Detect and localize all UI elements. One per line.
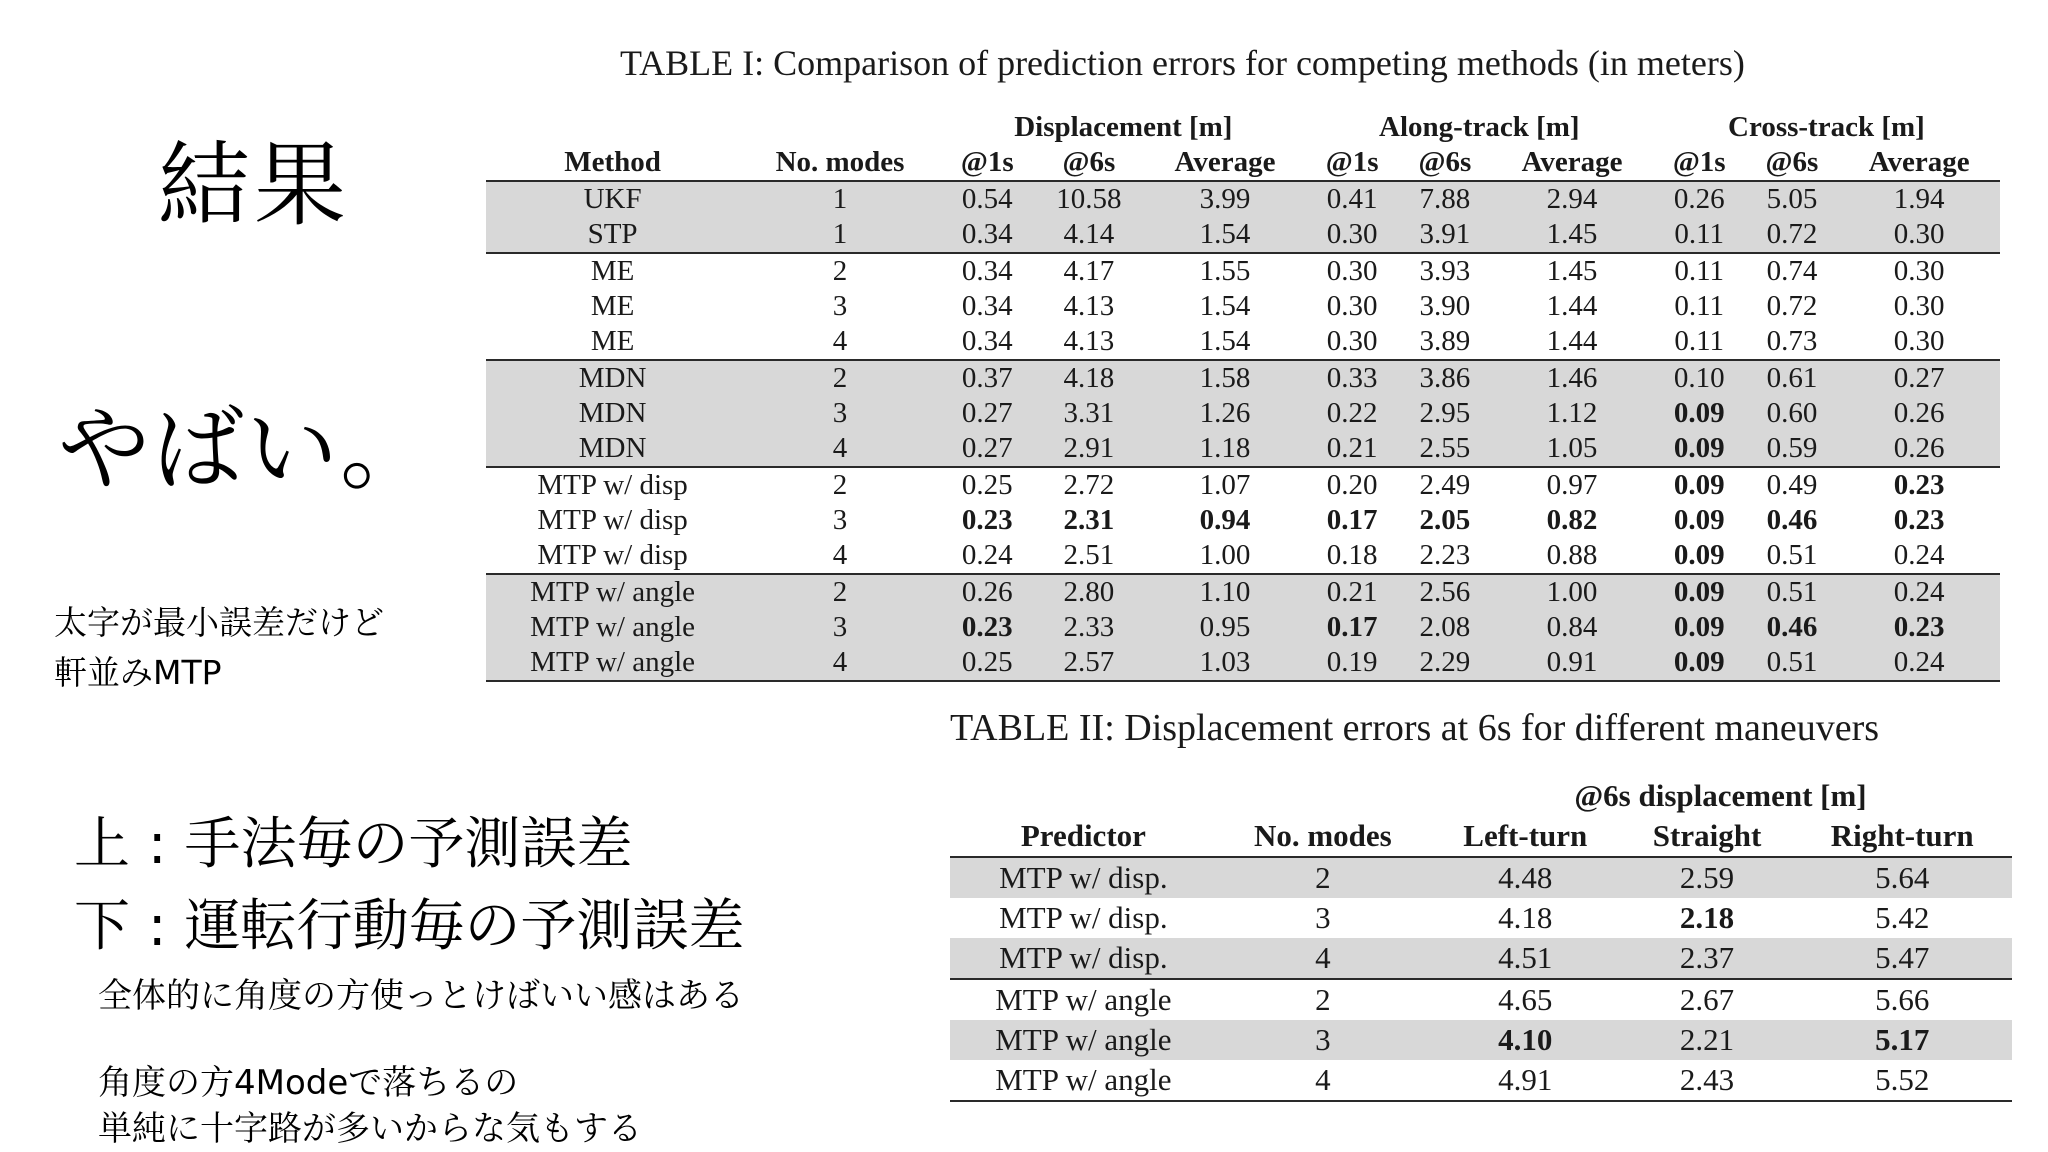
comment-4mode — [98, 1060, 642, 1152]
table1-cell: 1.54 — [1144, 217, 1306, 253]
table1-cell: 0.26 — [1838, 396, 2000, 431]
comment-4mode-line-2: 単純に十字路が多いからな気もする — [98, 1109, 642, 1149]
table1-cell: ME — [590, 325, 635, 357]
exclaim-text: やばい。 — [58, 396, 435, 503]
table1-cell: 1.46 — [1491, 360, 1653, 396]
table1-cell: 1.55 — [1144, 253, 1306, 289]
comment-angle: 全体的に角度の方使っとけばいい感はある — [98, 976, 744, 1016]
table1-cell: MTP w/ disp — [537, 539, 688, 571]
table1-cell: 0.10 — [1653, 360, 1746, 396]
table1-column-header: No. modes — [739, 145, 941, 181]
table1-cell: 0.22 — [1306, 396, 1399, 431]
table1-cell: MTP w/ disp — [486, 467, 739, 503]
table1-cell: 3.86 — [1399, 360, 1492, 396]
table2-cell: 4.18 — [1498, 900, 1553, 935]
table1-cell: MDN — [486, 360, 739, 396]
table2-cell: 5.66 — [1792, 979, 2012, 1020]
table2-cell: MTP w/ disp. — [950, 857, 1217, 898]
table2-cell: 4.48 — [1429, 857, 1622, 898]
table1-cell: 1 — [739, 181, 941, 217]
table2-group-spacer — [1217, 776, 1429, 816]
table1-cell: 2 — [739, 360, 941, 396]
table1-cell: 2 — [739, 253, 941, 289]
table1-cell: 0.30 — [1326, 290, 1378, 322]
table1-cell: 1.45 — [1491, 253, 1653, 289]
table1-cell: 0.95 — [1144, 610, 1306, 645]
table1-cell: 0.23 — [1838, 610, 2000, 645]
table1-cell: 2.94 — [1491, 181, 1653, 217]
table1-row — [486, 217, 2000, 253]
table1-cell: 0.30 — [1893, 290, 1945, 322]
table2-cell: 4 — [1217, 938, 1429, 979]
table2-cell: MTP w/ disp. — [950, 938, 1217, 979]
table1-row — [486, 503, 2000, 538]
bold-note-line-2: 軒並みMTP — [54, 653, 222, 692]
table2-row — [950, 938, 2012, 979]
table1-cell: 0.09 — [1653, 574, 1746, 610]
table1-cell: 1.54 — [1199, 290, 1251, 322]
table1-cell: 0.17 — [1306, 610, 1399, 645]
table1-cell: 0.74 — [1746, 253, 1839, 289]
table1-cell: 1.10 — [1144, 574, 1306, 610]
table2-cell: 3 — [1217, 1020, 1429, 1060]
table1-group-spacer — [486, 110, 739, 145]
table1-cell: 1.18 — [1144, 431, 1306, 467]
table1-cell: 4 — [739, 645, 941, 681]
table2-column-header: Predictor — [950, 816, 1217, 857]
table1-cell: 0.23 — [1838, 467, 2000, 503]
table1-cell: 0.27 — [1838, 360, 2000, 396]
table1 — [486, 110, 2000, 682]
table1-cell: 0.09 — [1653, 396, 1746, 431]
table2-cell: 2.21 — [1622, 1020, 1793, 1060]
table1-cell: 1.44 — [1546, 290, 1598, 322]
table2-group-spacer — [950, 776, 1217, 816]
table2-cell: 5.52 — [1792, 1060, 2012, 1101]
table1-cell: 2.51 — [1063, 539, 1115, 571]
table1-cell: 2.91 — [1034, 431, 1145, 467]
table1-cell: 2.08 — [1399, 610, 1492, 645]
table1-cell: 1.00 — [1491, 574, 1653, 610]
table1-caption: TABLE I: Comparison of prediction errors for competing methods (in meters) — [620, 43, 1745, 83]
table2-column-header: Straight — [1622, 816, 1793, 857]
table1-cell: 0.09 — [1653, 610, 1746, 645]
table1-cell: 0.72 — [1746, 217, 1839, 253]
table1-cell: 1.54 — [1199, 325, 1251, 357]
table1-cell: 5.05 — [1746, 181, 1839, 217]
table1-cell: 0.61 — [1746, 360, 1839, 396]
table1-column-header: @6s — [1746, 145, 1839, 181]
table1-column-header: Method — [486, 145, 739, 181]
table1-cell: 0.11 — [1653, 217, 1746, 253]
table1-cell: 0.20 — [1306, 467, 1399, 503]
table2-cell: MTP w/ angle — [950, 1060, 1217, 1101]
table2-body — [950, 857, 2012, 1101]
table2-cell: 2.59 — [1622, 857, 1793, 898]
table1-body — [486, 181, 2000, 681]
table1-cell: 0.82 — [1546, 504, 1598, 536]
table1-cell: 3 — [739, 610, 941, 645]
table1-cell: 0.30 — [1326, 325, 1378, 357]
table2-group-header: @6s displacement [m] — [1574, 778, 1867, 813]
table1-cell: 0.11 — [1674, 325, 1725, 357]
table1-cell: 2.72 — [1034, 467, 1145, 503]
table2-column-header: Right-turn — [1792, 816, 2012, 857]
table1-cell: 2.57 — [1034, 645, 1145, 681]
table1-cell: MDN — [486, 396, 739, 431]
table1-cell: 2 — [739, 574, 941, 610]
table2-group-header-row — [950, 776, 2012, 816]
table2-cell: 2.18 — [1679, 900, 1735, 935]
table1-cell: 4.14 — [1034, 217, 1145, 253]
table1-cell: 0.30 — [1306, 253, 1399, 289]
table1-cell: 3.89 — [1419, 325, 1471, 357]
table1-row — [486, 181, 2000, 217]
table1-cell: 0.84 — [1491, 610, 1653, 645]
table1-cell: 0.72 — [1766, 290, 1818, 322]
table1-cell: 2 — [739, 467, 941, 503]
table1-cell: 0.19 — [1306, 645, 1399, 681]
table1-row — [486, 324, 2000, 360]
table2-cell: 2.67 — [1622, 979, 1793, 1020]
table1-cell: 0.25 — [941, 467, 1034, 503]
table1-cell: 2.29 — [1399, 645, 1492, 681]
table2-cell: MTP w/ disp. — [999, 900, 1168, 935]
table1-cell: 4 — [832, 325, 848, 357]
table1-column-header: @1s — [941, 145, 1034, 181]
table1-cell: 0.17 — [1326, 504, 1378, 536]
table1-cell: 0.59 — [1746, 431, 1839, 467]
table1-cell: 0.26 — [1653, 181, 1746, 217]
table1-cell: 0.30 — [1838, 253, 2000, 289]
table1-cell: 0.11 — [1674, 290, 1725, 322]
table1-cell: 4.18 — [1034, 360, 1145, 396]
table1-cell: STP — [486, 217, 739, 253]
table1-cell: 0.73 — [1766, 325, 1818, 357]
table2-cell: MTP w/ angle — [950, 1020, 1217, 1060]
table1-cell: 0.33 — [1306, 360, 1399, 396]
table1-cell: 4 — [832, 539, 848, 571]
table1-cell: 0.26 — [941, 574, 1034, 610]
table2-row — [950, 898, 2012, 938]
table1-cell: 1.94 — [1838, 181, 2000, 217]
comment-4mode-line-1: 角度の方4Modeで落ちるの — [98, 1063, 519, 1103]
table1-cell: 0.46 — [1766, 504, 1818, 536]
table1-cell: 1.05 — [1491, 431, 1653, 467]
table1-cell: 0.91 — [1491, 645, 1653, 681]
table1-cell: 0.97 — [1491, 467, 1653, 503]
table1-cell: 4.13 — [1063, 290, 1115, 322]
table1-column-header: @6s — [1034, 145, 1145, 181]
table1-cell: 0.60 — [1746, 396, 1839, 431]
table2-cell: 4.65 — [1429, 979, 1622, 1020]
table2-column-header-row — [950, 816, 2012, 857]
table1-cell: 3.93 — [1399, 253, 1492, 289]
table1-cell: 0.26 — [1838, 431, 2000, 467]
table1-cell: 0.09 — [1653, 467, 1746, 503]
table2-cell: 4.91 — [1429, 1060, 1622, 1101]
table1-cell: MTP w/ angle — [486, 574, 739, 610]
table2-cell: 2 — [1217, 979, 1429, 1020]
table1-cell: 0.27 — [941, 431, 1034, 467]
table1-cell: 0.24 — [1838, 574, 2000, 610]
table1-cell: 0.41 — [1306, 181, 1399, 217]
table1-cell: 0.54 — [941, 181, 1034, 217]
table1-row — [486, 431, 2000, 467]
table1-cell: 2.05 — [1419, 504, 1471, 536]
table2 — [950, 776, 2012, 1102]
slide-title: 結果 — [158, 132, 351, 239]
table1-cell: 2.49 — [1399, 467, 1492, 503]
table1-cell: 1.12 — [1491, 396, 1653, 431]
table1-cell: 2.33 — [1034, 610, 1145, 645]
table1-cell: 0.18 — [1326, 539, 1378, 571]
table1-cell: 3.99 — [1144, 181, 1306, 217]
table1-cell: 0.09 — [1653, 645, 1746, 681]
table1-cell: 0.88 — [1546, 539, 1598, 571]
table1-cell: 10.58 — [1034, 181, 1145, 217]
table1-cell: 4 — [739, 431, 941, 467]
table1-cell: 0.51 — [1766, 539, 1818, 571]
table1-cell: MDN — [486, 431, 739, 467]
table1-column-header: Average — [1144, 145, 1306, 181]
table2-column-header: No. modes — [1217, 816, 1429, 857]
table2-cell: 3 — [1315, 900, 1331, 935]
table1-cell: 1.58 — [1144, 360, 1306, 396]
table2-cell: 5.42 — [1875, 900, 1930, 935]
table1-cell: 1.45 — [1491, 217, 1653, 253]
table1-cell: ME — [590, 290, 635, 322]
table2-cell: 2 — [1217, 857, 1429, 898]
table1-cell: 2.23 — [1419, 539, 1471, 571]
table1-cell: 1 — [739, 217, 941, 253]
table2-cell: 2.43 — [1622, 1060, 1793, 1101]
table1-row — [486, 396, 2000, 431]
table1-cell: 0.24 — [961, 539, 1013, 571]
table1-cell: 3 — [739, 396, 941, 431]
table1-column-header: @1s — [1653, 145, 1746, 181]
table2-row — [950, 979, 2012, 1020]
table1-column-header: @6s — [1399, 145, 1492, 181]
table1-cell: 0.34 — [941, 253, 1034, 289]
table1-cell: 2.95 — [1399, 396, 1492, 431]
table2-column-header: Left-turn — [1429, 816, 1622, 857]
table1-cell: 0.24 — [1838, 645, 2000, 681]
table1-cell: 0.25 — [941, 645, 1034, 681]
table1-cell: MTP w/ angle — [486, 645, 739, 681]
table1-group-header-row — [486, 110, 2000, 145]
table1-group-header: Displacement [m] — [1014, 111, 1233, 143]
table1-cell: 0.46 — [1746, 610, 1839, 645]
table1-cell: 0.34 — [961, 325, 1013, 357]
table1-cell: ME — [486, 253, 739, 289]
table2-cell: 4.51 — [1429, 938, 1622, 979]
table1-cell: 0.30 — [1306, 217, 1399, 253]
table2-cell: 4 — [1217, 1060, 1429, 1101]
table1-cell: MTP w/ disp — [537, 504, 688, 536]
table2-cell: 5.47 — [1792, 938, 2012, 979]
table1-cell: 0.51 — [1746, 645, 1839, 681]
table1-cell: 0.09 — [1653, 431, 1746, 467]
table2-cell: 2.37 — [1622, 938, 1793, 979]
table2-row — [950, 1060, 2012, 1101]
table1-row — [486, 574, 2000, 610]
table1-cell: 0.37 — [941, 360, 1034, 396]
table1-row — [486, 610, 2000, 645]
table1-cell: 3 — [832, 504, 848, 536]
table1-cell: 2.55 — [1399, 431, 1492, 467]
table1-row — [486, 360, 2000, 396]
table1-row — [486, 538, 2000, 574]
label-bottom-table: 下 : 運転行動毎の予測誤差 — [74, 894, 745, 959]
table1-cell: 1.44 — [1546, 325, 1598, 357]
table1-cell: 0.23 — [961, 504, 1013, 536]
bold-note — [54, 598, 384, 698]
table1-cell: 1.26 — [1144, 396, 1306, 431]
table2-cell: MTP w/ angle — [950, 979, 1217, 1020]
table1-column-header: Average — [1491, 145, 1653, 181]
bold-note-line-1: 太字が最小誤差だけど — [54, 603, 384, 642]
table1-cell: 0.11 — [1653, 253, 1746, 289]
table1-cell: 0.34 — [961, 290, 1013, 322]
table1-cell: 3 — [832, 290, 848, 322]
table1-column-header-row — [486, 145, 2000, 181]
table1-cell: 4.13 — [1063, 325, 1115, 357]
table1-cell: 7.88 — [1399, 181, 1492, 217]
table1-cell: MTP w/ angle — [486, 610, 739, 645]
table1-cell: 1.00 — [1199, 539, 1251, 571]
table1-cell: 0.09 — [1673, 539, 1725, 571]
table1-cell: 0.21 — [1306, 431, 1399, 467]
table1-cell: 3.31 — [1034, 396, 1145, 431]
table2-cell: 5.64 — [1792, 857, 2012, 898]
table1-cell: 3.90 — [1419, 290, 1471, 322]
table1-cell: 0.49 — [1746, 467, 1839, 503]
table1-cell: 0.24 — [1893, 539, 1945, 571]
table1-cell: 0.94 — [1199, 504, 1251, 536]
table1-cell: 2.56 — [1399, 574, 1492, 610]
table1-cell: 0.09 — [1673, 504, 1725, 536]
table1-cell: 2.80 — [1034, 574, 1145, 610]
label-top-table: 上 : 手法毎の予測誤差 — [74, 812, 633, 877]
table1-cell: 1.07 — [1144, 467, 1306, 503]
table1-group-header: Along-track [m] — [1379, 111, 1580, 143]
table1-row — [486, 289, 2000, 324]
table1-cell: 0.30 — [1838, 217, 2000, 253]
table1-cell: 0.23 — [1893, 504, 1945, 536]
table1-column-header: Average — [1838, 145, 2000, 181]
table1-cell: 0.21 — [1306, 574, 1399, 610]
table1-cell: 4.17 — [1034, 253, 1145, 289]
table2-caption: TABLE II: Displacement errors at 6s for different maneuvers — [950, 707, 1880, 749]
table1-row — [486, 645, 2000, 681]
table1-cell: 0.27 — [941, 396, 1034, 431]
table1-column-header: @1s — [1306, 145, 1399, 181]
table1-cell: 0.51 — [1746, 574, 1839, 610]
table2-cell: 4.10 — [1429, 1020, 1622, 1060]
table1-cell: 3.91 — [1399, 217, 1492, 253]
table1-cell: 2.31 — [1063, 504, 1115, 536]
table1-group-spacer — [739, 110, 941, 145]
table1-cell: 0.23 — [941, 610, 1034, 645]
table2-row — [950, 857, 2012, 898]
table1-cell: 0.30 — [1893, 325, 1945, 357]
table1-row — [486, 253, 2000, 289]
table1-group-header: Cross-track [m] — [1728, 111, 1925, 143]
table2-cell: 5.17 — [1792, 1020, 2012, 1060]
table1-row — [486, 467, 2000, 503]
table2-row — [950, 1020, 2012, 1060]
table1-cell: 0.34 — [941, 217, 1034, 253]
table1-cell: UKF — [486, 181, 739, 217]
table1-cell: 1.03 — [1144, 645, 1306, 681]
